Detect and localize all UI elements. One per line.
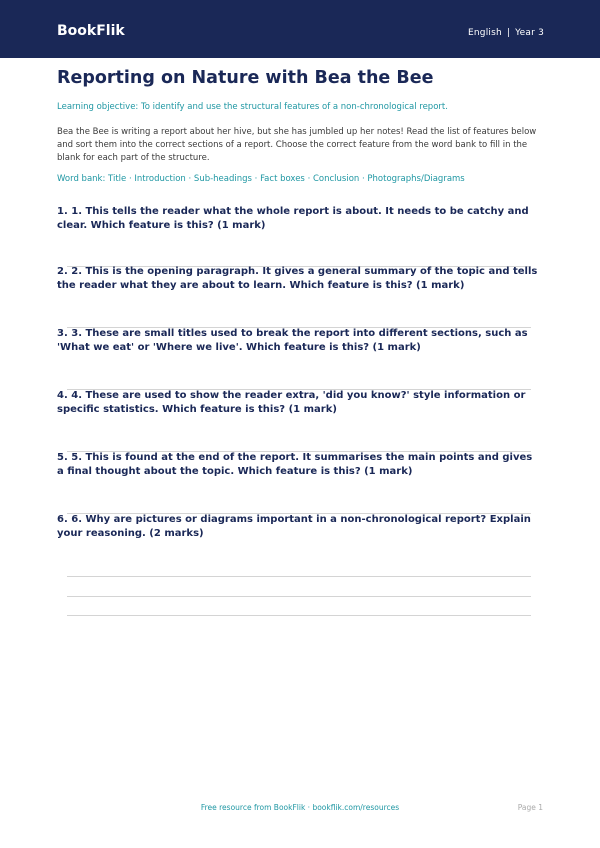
question-5: 5. 5. This is found at the end of the report. It summarises the main points and gives a final thought about the topic. Which feature is this? (1 mark) <box>57 452 533 477</box>
subject-label: English <box>468 28 502 38</box>
meta-separator: | <box>506 28 511 38</box>
word-bank: Word bank: Title · Introduction · Sub-headings · Fact boxes · Conclusion · Photographs/Diagrams <box>57 174 465 184</box>
answer-line-6c[interactable] <box>67 615 531 616</box>
answer-line-6a[interactable] <box>67 576 531 577</box>
page-number: Page 1 <box>517 803 543 812</box>
question-2: 2. 2. This is the opening paragraph. It gives a general summary of the topic and tells the reader what they are about to learn. Which feature is this? (1 mark) <box>57 266 538 291</box>
question-4: 4. 4. These are used to show the reader extra, 'did you know?' style information or specific statistics. Which feature is this? (1 mark) <box>57 390 526 415</box>
subject-year-meta <box>468 28 544 39</box>
footer-credit: Free resource from BookFlik · bookflik.com/resources <box>200 803 400 812</box>
brand-logo-text: BookFlik <box>57 23 125 39</box>
learning-objective: Learning objective: To identify and use the structural features of a non-chronological report. <box>57 102 448 112</box>
intro-paragraph: Bea the Bee is writing a report about her hive, but she has jumbled up her notes! Read the list of features below and sort them into the correct sections of a report. Choose the correct feature from the word bank to fill in the blank for each part of the structure. <box>57 127 537 163</box>
header-bar <box>0 0 600 58</box>
page-title: Reporting on Nature with Bea the Bee <box>57 68 434 88</box>
question-6: 6. 6. Why are pictures or diagrams important in a non-chronological report? Explain your reasoning. (2 marks) <box>57 514 531 539</box>
answer-line-6b[interactable] <box>67 596 531 597</box>
question-1: 1. 1. This tells the reader what the whole report is about. It needs to be catchy and clear. Which feature is this? (1 mark) <box>57 206 529 231</box>
year-label: Year 3 <box>515 28 544 38</box>
question-3: 3. 3. These are small titles used to break the report into different sections, such as 'What we eat' or 'Where we live'. Which feature is this? (1 mark) <box>57 328 528 353</box>
